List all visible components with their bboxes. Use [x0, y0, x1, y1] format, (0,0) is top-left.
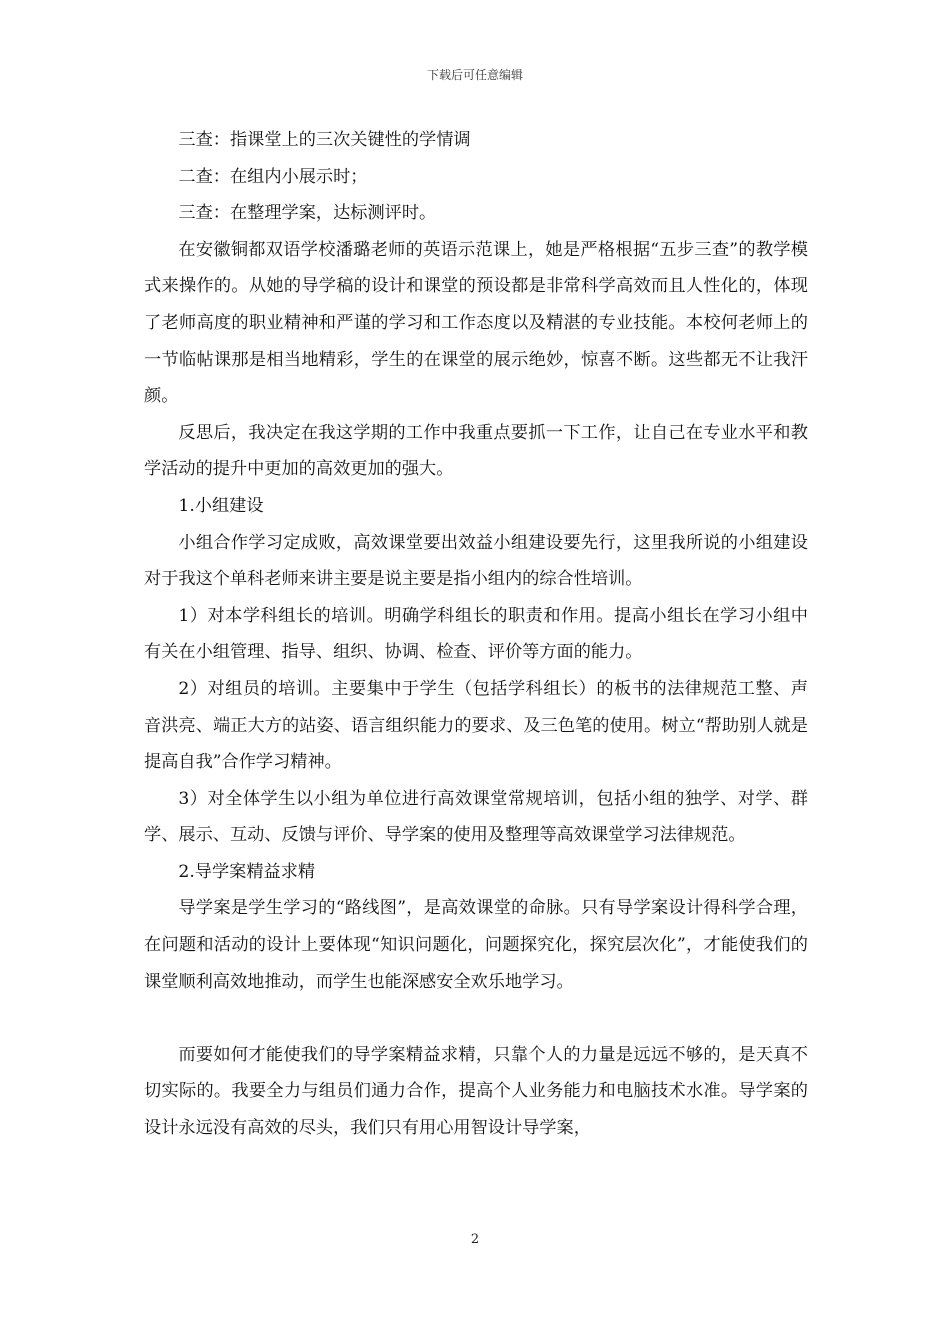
- paragraph-check-two: 二查：在组内小展示时；: [178, 166, 368, 187]
- heading-study-guide: 2.导学案精益求精: [178, 861, 316, 882]
- paragraph-study-guide: 导学案是学生学习的“路线图”，是高效课堂的命脉。只有导学案设计得科学合理，在问题和活动的设计上要体现“知识问题化，问题探究化，探究层次化”，才能使我们的课堂顺利高效地推动，而学生也能深感安全欢乐地学习。: [144, 898, 808, 992]
- paragraph-check-three: 三查：在整理学案，达标测评时。: [178, 203, 437, 224]
- page-number: 2: [470, 1232, 480, 1247]
- document-body: [144, 122, 808, 1147]
- blank-line: [144, 1000, 808, 1037]
- paragraph-reflection: 反思后，我决定在我这学期的工作中我重点要抓一下工作，让自己在专业水平和教学活动的提升中更加的高效更加的强大。: [144, 422, 808, 480]
- paragraph-group-cooperation: 小组合作学习定成败，高效课堂要出效益小组建设要先行，这里我所说的小组建设对于我这个单科老师来讲主要是说主要是指小组内的综合性培训。: [144, 532, 808, 590]
- heading-group-building: 1.小组建设: [178, 495, 264, 516]
- list-item-all-student-training: 3）对全体学生以小组为单位进行高效课堂常规培训，包括小组的独学、对学、群学、展示、互动、反馈与评价、导学案的使用及整理等高效课堂学习法律规范。: [144, 788, 808, 846]
- paragraph-cooperation-plan: 而要如何才能使我们的导学案精益求精，只靠个人的力量是远远不够的，是天真不切实际的。我要全力与组员们通力合作，提高个人业务能力和电脑技术水准。导学案的设计永远没有高效的尽头，我们只有用心用智设计导学案，: [144, 1044, 808, 1139]
- list-item-leader-training: 1）对本学科组长的培训。明确学科组长的职责和作用。提高小组长在学习小组中有关在小组管理、指导、组织、协调、检查、评价等方面的能力。: [144, 605, 808, 663]
- paragraph-check-three-title: 三查：指课堂上的三次关键性的学情调: [178, 130, 471, 150]
- page-header-note: 下载后可任意编辑: [426, 68, 523, 82]
- list-item-member-training: 2）对组员的培训。主要集中于学生（包括学科组长）的板书的法律规范工整、声音洪亮、端正大方的站姿、语言组织能力的要求、及三色笔的使用。树立“帮助别人就是提高自我”合作学习精神。: [144, 678, 808, 773]
- paragraph-demo-lesson: 在安徽铜都双语学校潘璐老师的英语示范课上，她是严格根据“五步三查”的教学模式来操作的。从她的导学稿的设计和课堂的预设都是非常科学高效而且人性化的，体现了老师高度的职业精神和严谨的学习和工作态度以及精湛的专业技能。本校何老师上的一节临帖课那是相当地精彩，学生的在课堂的展示绝妙，惊喜不断。这些都无不让我汗颜。: [144, 239, 808, 407]
